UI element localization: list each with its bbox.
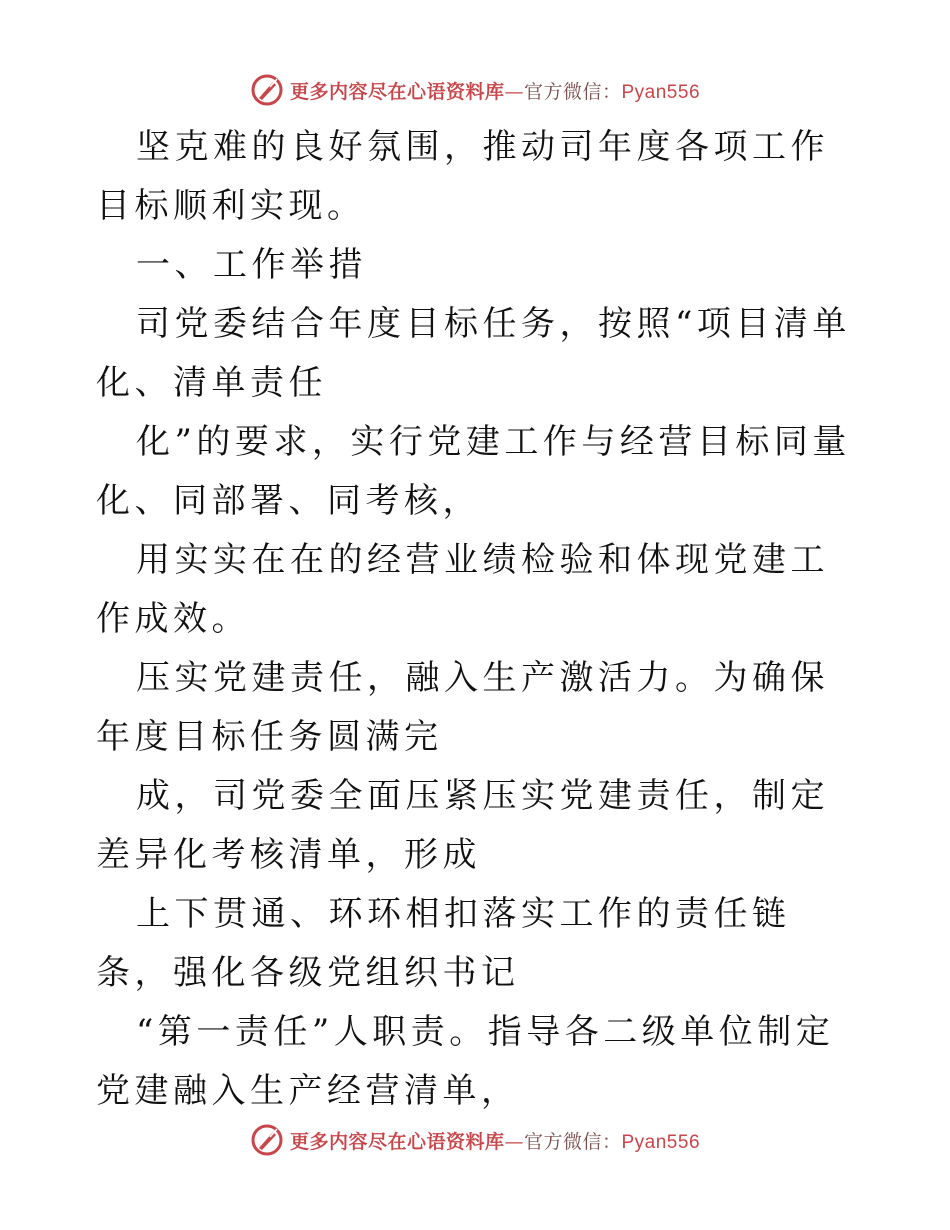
section-heading: 一、工作举措 [136, 245, 367, 285]
paragraph: 司党委结合年度目标任务，按照“项目清单化、清单责任 [96, 304, 851, 403]
paragraph: 成，司党委全面压紧压实党建责任，制定差异化考核清单，形成 [96, 776, 829, 875]
watermark-dash: — [504, 1130, 524, 1153]
watermark-text [290, 77, 700, 104]
watermark-dash: — [504, 80, 524, 103]
paragraph: 压实党建责任，融入生产激活力。为确保年度目标任务圆满完 [96, 658, 829, 757]
watermark-main: 更多内容尽在心语资料库 [289, 1130, 505, 1153]
watermark-main: 更多内容尽在心语资料库 [289, 80, 505, 103]
footer-watermark [0, 1120, 950, 1160]
paragraph: 用实实在在的经营业绩检验和体现党建工作成效。 [96, 540, 829, 639]
watermark-text [290, 1127, 700, 1154]
watermark-id: Pyan556 [621, 1131, 701, 1153]
paragraph: 化”的要求，实行党建工作与经营目标同量化、同部署、同考核， [96, 422, 851, 521]
feather-pen-circle-icon [250, 73, 284, 107]
watermark-sub: 官方微信： [523, 80, 622, 103]
paragraph: 上下贯通、环环相扣落实工作的责任链条，强化各级党组织书记 [96, 894, 791, 993]
paragraph: 坚克难的良好氛围，推动司年度各项工作目标顺利实现。 [96, 127, 829, 226]
header-watermark [0, 70, 950, 110]
feather-pen-circle-icon [250, 1123, 284, 1157]
paragraph: “第一责任”人职责。指导各二级单位制定党建融入生产经营清单， [96, 1012, 835, 1111]
watermark-id: Pyan556 [621, 81, 701, 103]
watermark-sub: 官方微信： [523, 1130, 622, 1153]
body-text [96, 118, 854, 1121]
